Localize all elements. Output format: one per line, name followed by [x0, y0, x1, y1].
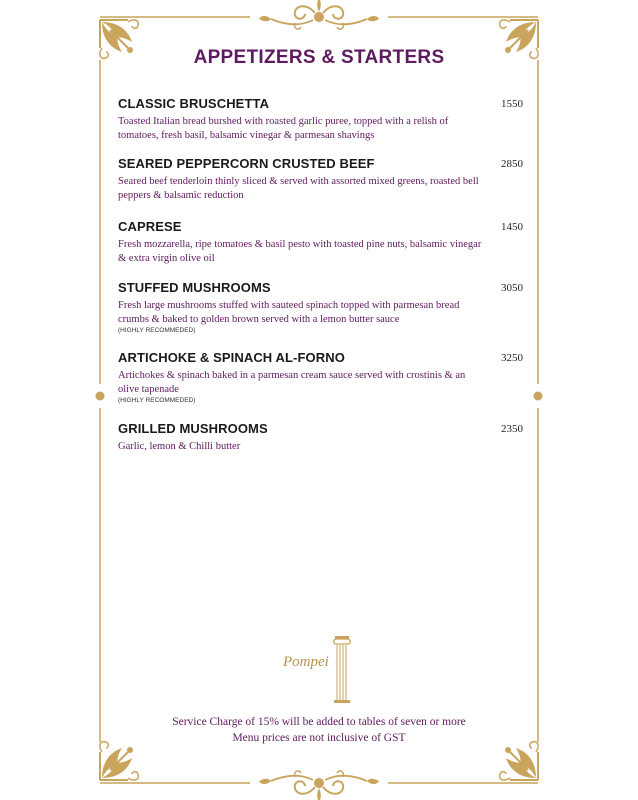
item-description: Fresh large mushrooms stuffed with sauteed spinach topped with parmesan bread crumbs & baked to golden brown served with a lemon butter sauce — [118, 300, 460, 325]
item-name: STUFFED MUSHROOMS — [118, 280, 271, 295]
item-description: Garlic, lemon & Chilli butter — [118, 441, 241, 452]
item-description: Toasted Italian bread burshed with roasted garlic puree, topped with a relish of tomatoes, fresh basil, balsamic vinegar & parmesan shavings — [118, 116, 449, 141]
item-name: SEARED PEPPERCORN CRUSTED BEEF — [118, 156, 375, 171]
pompei-logo — [283, 632, 355, 706]
item-price: 2850 — [501, 158, 523, 170]
item-description: Fresh mozzarella, ripe tomatoes & basil pesto with toasted pine nuts, balsamic vinegar & extra virgin olive oil — [118, 239, 482, 264]
gst-note: Menu prices are not inclusive of GST — [232, 732, 406, 744]
item-name: CAPRESE — [118, 219, 182, 234]
item-name: GRILLED MUSHROOMS — [118, 421, 268, 436]
item-price: 3050 — [501, 282, 523, 294]
service-charge-note: Service Charge of 15% will be added to tables of seven or more — [172, 716, 466, 728]
item-price: 1450 — [501, 221, 523, 233]
item-description: Artichokes & spinach baked in a parmesan cream sauce served with crostinis & an olive tapenade — [118, 370, 466, 395]
page-title: APPETIZERS & STARTERS — [193, 47, 445, 68]
logo-text: Pompei — [283, 654, 329, 670]
recommended-note: (HIGHLY RECOMMEDED) — [118, 397, 196, 404]
item-price: 3250 — [501, 352, 523, 364]
item-name: ARTICHOKE & SPINACH AL-FORNO — [118, 350, 345, 365]
menu-item — [118, 421, 523, 454]
menu-item — [118, 350, 523, 405]
menu-item — [118, 280, 523, 335]
menu-item — [118, 156, 523, 203]
item-price: 2350 — [501, 423, 523, 435]
footer — [0, 714, 638, 746]
item-price: 1550 — [501, 98, 523, 110]
item-name: CLASSIC BRUSCHETTA — [118, 96, 270, 111]
recommended-note: (HIGHLY RECOMMEDED) — [118, 327, 196, 334]
menu-item — [118, 96, 523, 143]
menu-item — [118, 219, 523, 266]
item-description: Seared beef tenderloin thinly sliced & served with assorted mixed greens, roasted bell peppers & balsamic reduction — [118, 176, 479, 201]
